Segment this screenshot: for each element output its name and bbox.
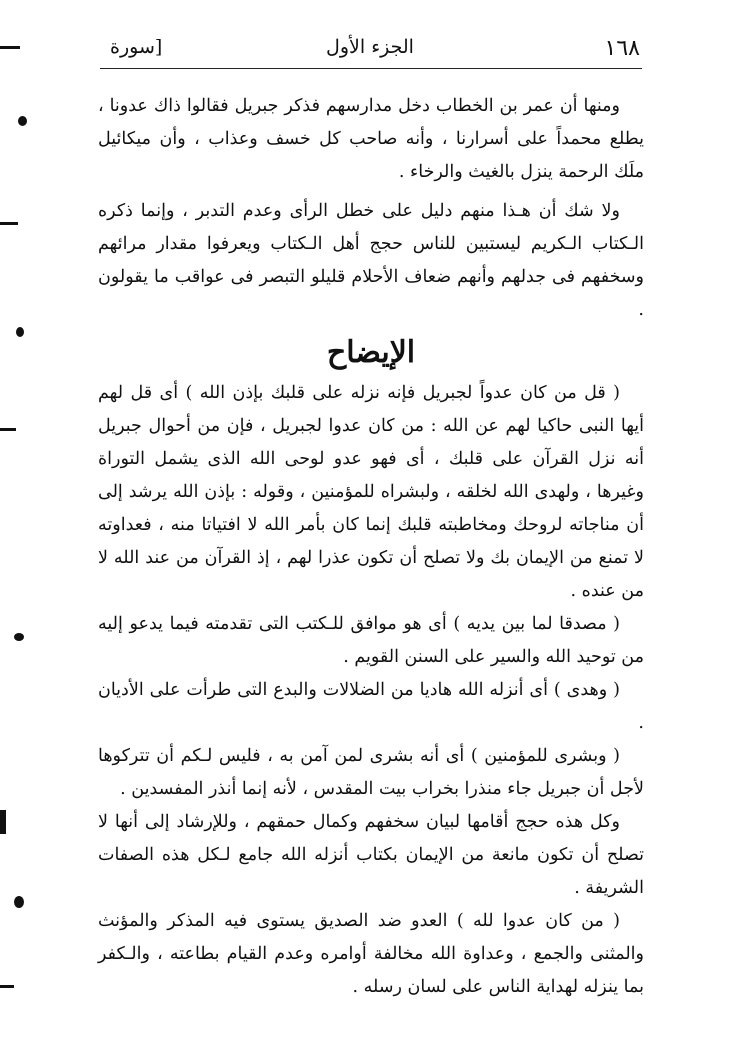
scan-edge-mark: [0, 810, 6, 834]
intro-paragraph: ومنها أن عمر بن الخطاب دخل مدارسهم فذكر جبريل فقالوا ذاك عدونا ، يطلع محمداً على أسرارنا ، وأنه صاحب كل خسف وعذاب ، وأن ميكائيل ملَك الرحمة ينزل بالغيث والرخاء .: [98, 96, 644, 182]
intro-paragraph: ولا شك أن هـذا منهم دليل على خطل الرأى وعدم التدبر ، وإنما ذكره الـكتاب الـكريم ليستبين للناس حجج أهل الـكتاب ويعرفوا مقدار مرائهم وسخفهم فى جدلهم وأنهم ضعاف الأحلام قليلو التبصر فى عواقب ما يقولون .: [98, 201, 644, 320]
page-header: [100, 34, 640, 68]
explanation-paragraph: ( وهدى ) أى أنزله الله هاديا من الضلالات والبدع التى طرأت على الأديان .: [98, 680, 644, 733]
part-title: الجزء الأول: [326, 36, 414, 58]
scan-edge-mark: [0, 428, 16, 431]
explanation-paragraph: وكل هذه حجج أقامها لبيان سخفهم وكمال حمقهم ، وللإرشاد إلى أنها لا تصلح أن تكون مانعة من الإيمان بكتاب أنزله الله جامع لـكل هذه الصفات الشريفة .: [98, 812, 644, 898]
header-rule: [100, 68, 642, 69]
scan-edge-mark: [0, 46, 20, 49]
surah-label: [سورة: [110, 36, 163, 58]
explanation-paragraph: ( قل من كان عدواً لجبريل فإنه نزله على قلبك بإذن الله ) أى قل لهم أيها النبى حاكيا لهم عن الله : من كان عدوا لجبريل ، فإن من أحوال جبريل أنه نزل القرآن على قلبك ، أى فهو عدو لوحى الله الذى يشمل التوراة وغيرها ، ولهدى الله لخلقه ، ولبشراه للمؤمنين ، وقوله : بإذن الله يرشد إلى أن مناجاته لروحك ومخاطبته قلبك إنما كان بأمر الله لا افتياتا منه ، فعداوته لا تمنع من الإيمان بك ولا تصلح أن تكون عذرا لهم ، إذ القرآن من عند الله لا من عنده .: [98, 383, 644, 601]
explanation-paragraph: ( من كان عدوا لله ) العدو ضد الصديق يستوى فيه المذكر والمؤنث والمثنى والجمع ، وعداوة الله مخالفة أوامره وعدم القيام بطاعته ، والـكفر بما ينزله لهداية الناس على لسان رسله .: [98, 911, 644, 997]
page-number: ١٦٨: [604, 36, 640, 61]
scan-edge-mark: [14, 633, 24, 641]
section-heading: الإيضاح: [326, 335, 416, 370]
scan-edge-mark: [0, 222, 18, 225]
scan-edge-mark: [0, 985, 14, 988]
explanation-paragraph: ( وبشرى للمؤمنين ) أى أنه بشرى لمن آمن به ، فليس لـكم أن تتركوها لأجل أن جبريل جاء منذرا بخراب بيت المقدس ، لأنه إنما أنذر المفسدين .: [98, 746, 644, 799]
scan-edge-mark: [18, 116, 27, 126]
page-body: [98, 90, 644, 1004]
scan-edge-mark: [14, 896, 24, 908]
explanation-paragraph: ( مصدقا لما بين يديه ) أى هو موافق للـكتب التى تقدمته فيما يدعو إليه من توحيد الله والسير على السنن القويم .: [98, 614, 644, 667]
scan-edge-mark: [16, 327, 24, 337]
